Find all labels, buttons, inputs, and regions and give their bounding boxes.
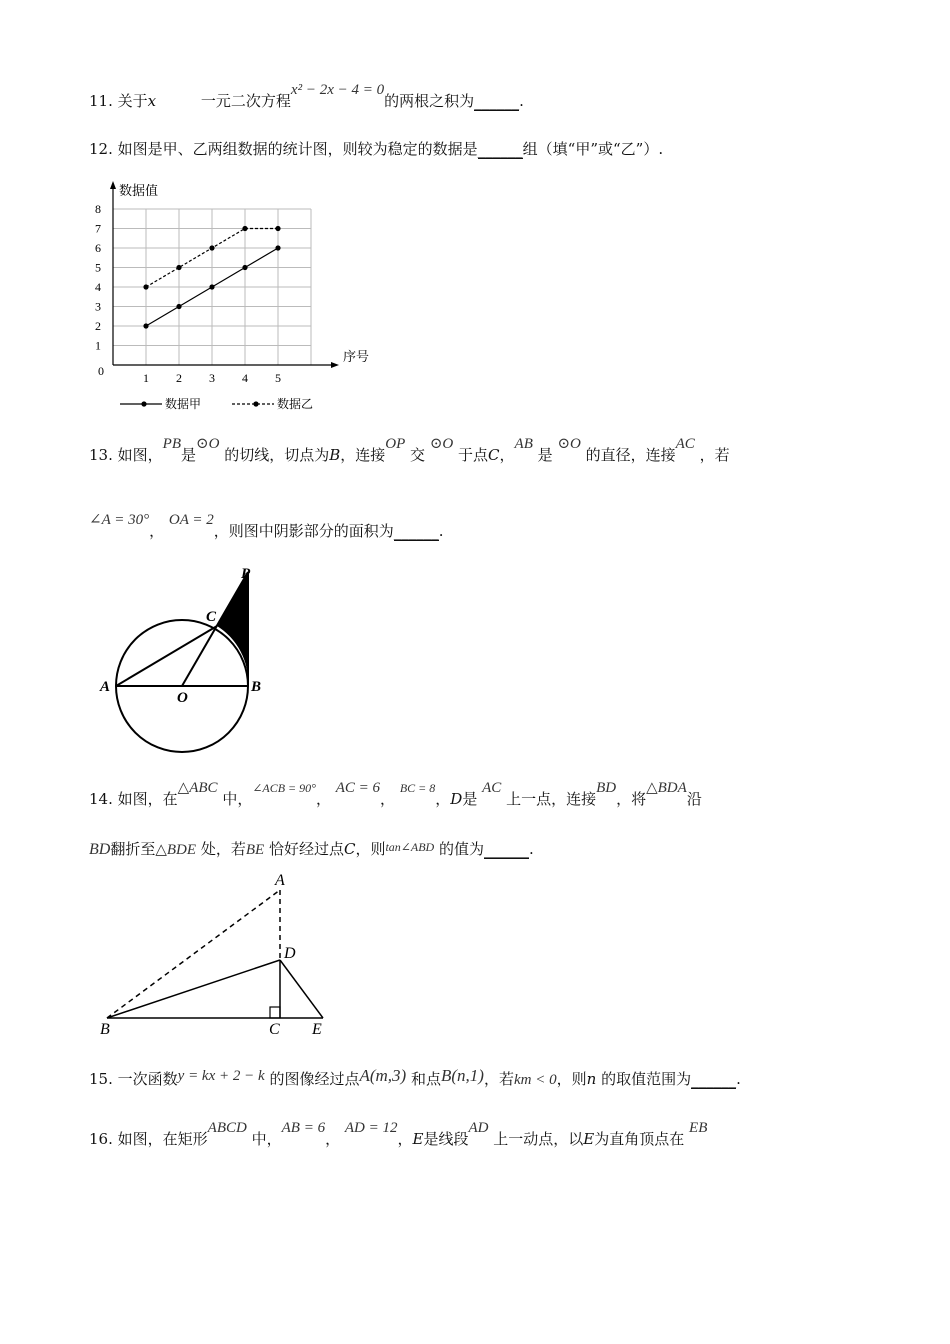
label-o: O — [177, 690, 188, 706]
y-tick-label: 1 — [95, 338, 101, 353]
question-number: 11. — [89, 92, 113, 110]
series-2-point — [209, 245, 214, 250]
question-12: 12. 如图是甲、乙两组数据的统计图，则较为稳定的数据是______组（填“甲”或“乙”）. — [89, 140, 664, 158]
series-2-point — [143, 284, 148, 289]
segment-de — [280, 960, 323, 1018]
y-tick-label: 6 — [95, 241, 101, 255]
x-tick-label: 1 — [143, 371, 149, 385]
question-16: 16. 如图，在矩形ABCD 中，AB = 6， AD = 12，E是线段AD 上一动点，以E为直角顶点在 EB — [89, 1120, 708, 1148]
legend-label-2: 数据乙 — [277, 397, 314, 411]
question-number: 15. — [89, 1070, 113, 1088]
circle-tangent-figure — [95, 560, 285, 760]
label-a: A — [275, 872, 285, 889]
question-15: 15. 一次函数y = kx + 2 − k 的图像经过点A(m,3) 和点B(n,1)，若km < 0，则n 的取值范围为______. — [89, 1066, 741, 1088]
question-13-cont: ∠A = 30°， OA = 2，则图中阴影部分的面积为______. — [89, 512, 444, 540]
y-axis-arrow — [110, 181, 116, 189]
y-tick-label: 2 — [95, 319, 101, 333]
y-axis-label: 数据值 — [119, 183, 159, 198]
question-number: 13. — [89, 446, 113, 464]
segment-ac — [116, 626, 217, 686]
line-chart — [85, 170, 375, 415]
question-number: 16. — [89, 1130, 113, 1148]
label-c: C — [206, 609, 217, 625]
dashed-ba — [107, 890, 280, 1018]
question-number: 12. — [89, 140, 113, 158]
series-2-point — [275, 226, 280, 231]
label-b: B — [251, 679, 262, 695]
question-14-cont: BD翻折至△BDE 处，若BE 恰好经过点C，则$^{tan\angle ABD}$ 的值为______. — [89, 840, 534, 858]
equation: x² − 2x − 4 = 0 — [290, 82, 385, 98]
question-14: 14. 如图，在△ABC 中，$^{\angle ACB = 90^\circ}$， AC = 6， $^{BC = 8}$，D是 AC 上一点，连接BD，将△BDA沿 — [89, 780, 702, 808]
legend-marker-1 — [141, 401, 146, 406]
label-p: P — [241, 566, 251, 582]
series-1-point — [275, 245, 280, 250]
series-1-point — [176, 304, 181, 309]
x-axis-label: 序号 — [343, 349, 370, 364]
label-a: A — [100, 679, 111, 695]
right-angle-mark — [270, 1007, 280, 1018]
series-2-point — [176, 265, 181, 270]
origin-label: 0 — [98, 364, 104, 378]
answer-blank: ______ — [474, 92, 520, 110]
x-tick-label: 5 — [275, 371, 281, 385]
series-1-point — [143, 323, 148, 328]
label-b: B — [100, 1021, 110, 1038]
y-tick-label: 4 — [95, 280, 101, 294]
x-tick-label: 4 — [242, 371, 248, 385]
y-tick-label: 8 — [95, 202, 101, 216]
y-tick-label: 5 — [95, 260, 101, 275]
legend-label-1: 数据甲 — [165, 397, 202, 411]
question-number: 14. — [89, 790, 113, 808]
series-2-point — [242, 226, 247, 231]
label-c: C — [269, 1021, 280, 1038]
legend-marker-2 — [253, 401, 258, 406]
x-tick-label: 3 — [209, 371, 215, 385]
x-axis-arrow — [331, 362, 339, 368]
y-tick-label: 7 — [95, 221, 101, 236]
answer-blank: ______ — [691, 1070, 737, 1088]
label-d: D — [284, 945, 296, 962]
y-tick-label: 3 — [95, 299, 101, 314]
answer-blank: ______ — [477, 140, 523, 158]
x-tick-label: 2 — [176, 371, 182, 385]
question-13: 13. 如图，PB是⊙O 的切线，切点为B，连接OP 交 ⊙O 于点C，AB 是 ⊙O 的直径，连接AC ，若 — [89, 436, 730, 464]
shaded-region — [217, 572, 248, 686]
triangle-fold-figure — [95, 868, 345, 1040]
segment-bd — [107, 960, 280, 1018]
answer-blank: ______ — [483, 840, 529, 858]
question-11: 11. 关于x 一元二次方程x² − 2x − 4 = 0的两根之积为______. — [89, 82, 524, 110]
answer-blank: ______ — [393, 522, 439, 540]
series-1-point — [209, 284, 214, 289]
series-1-point — [242, 265, 247, 270]
label-e: E — [312, 1021, 322, 1038]
